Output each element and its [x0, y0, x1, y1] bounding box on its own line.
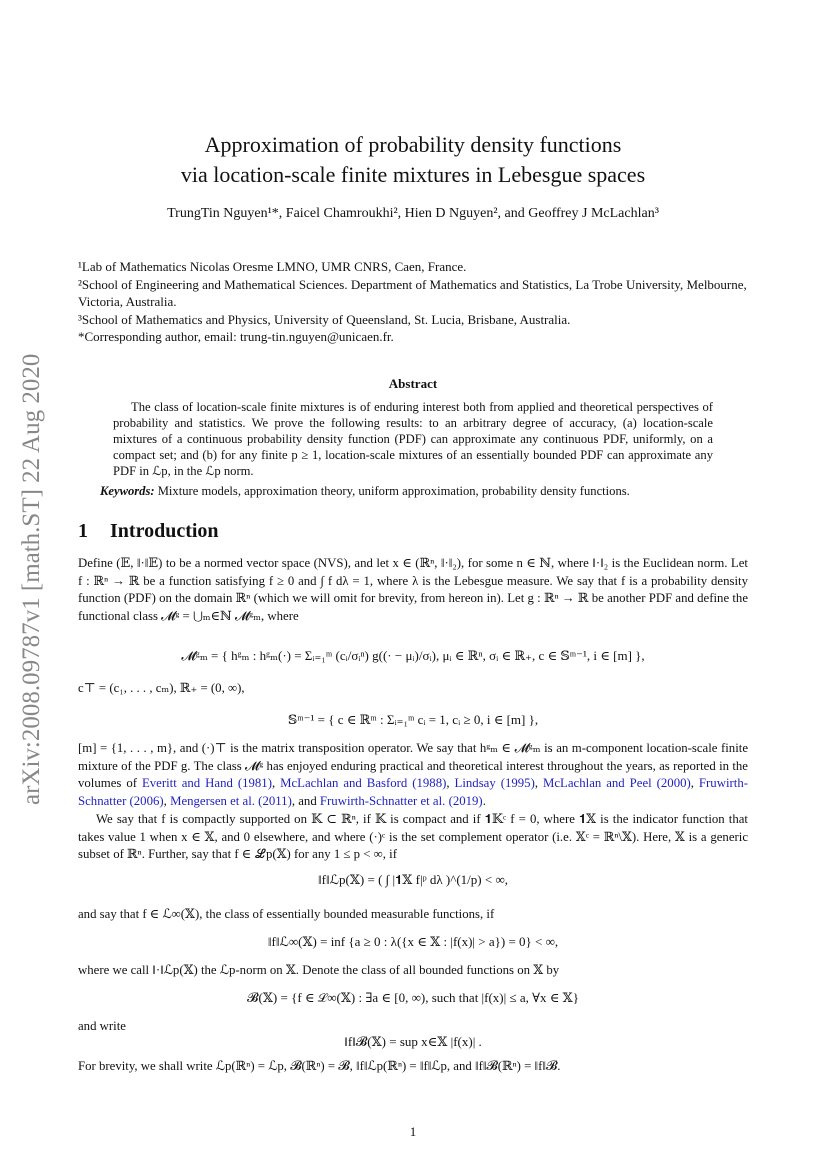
equation-lp-norm: ‖f‖ℒp(𝕏) = ( ∫ |𝟏𝕏 f|ᵖ dλ )^(1/p) < ∞, [318, 872, 508, 887]
paragraph-5: and say that f ∈ ℒ∞(𝕏), the class of essentially bounded measurable functions, if [78, 907, 495, 921]
paragraph-1: Define (𝔼, ‖·‖𝔼) to be a normed vector space (NVS), and let x ∈ (ℝⁿ, ‖·‖₂), for some n ∈ ℕ, where ‖·‖₂ is the Euclidean norm. Let f : ℝⁿ → ℝ be a function satisfying f ≥ 0 and ∫ f dλ = 1, where λ is the Lebesgue measure. We say that f is a probability density function (PDF) on the domain ℝⁿ (which we will omit for brevity, from hereon in). Let g : ℝⁿ → ℝ be another PDF and define the functional class 𝓜ᵍ = ⋃ₘ∈ℕ 𝓜ᵍₘ, where [78, 556, 748, 623]
paper-title [0, 130, 826, 190]
abstract-text: The class of location-scale finite mixtures is of enduring interest both from applied and theoretical perspectives of probability and statistics. We prove the following results: to an arbitrary degree of accuracy, (a) location-scale mixtures of a continuous probability density function (PDF) can approximate any continuous PDF, uniformly, on a compact set; and (b) for any finite p ≥ 1, location-scale mixtures of an essentially bounded PDF can approximate any PDF in ℒp, in the ℒp norm. [113, 400, 713, 478]
and-text: and [298, 793, 317, 808]
paragraph-7: and write [78, 1019, 126, 1033]
citation-link[interactable]: McLachlan and Peel (2000) [543, 776, 691, 791]
keywords-label: Keywords: [100, 484, 155, 498]
citation-link[interactable]: Fruwirth-Schnatter (2006) [78, 776, 748, 808]
citation-link[interactable]: Lindsay (1995) [454, 776, 535, 791]
citation-link[interactable]: Mengersen et al. (2011) [170, 793, 292, 808]
abstract-heading: Abstract [388, 376, 438, 391]
equation-simplex: 𝕊ᵐ⁻¹ = { c ∈ ℝᵐ : Σᵢ₌₁ᵐ cᵢ = 1, cᵢ ≥ 0, i ∈ [m] }, [287, 712, 539, 727]
affiliation-2: ²School of Engineering and Mathematical Sciences. Department of Mathematics and Statistics, La Trobe University, Melbourne, Victoria, Australia. [78, 276, 747, 309]
arxiv-stamp: arXiv:2008.09787v1 [math.ST] 22 Aug 2020 [18, 353, 45, 805]
keywords-text: Mixture models, approximation theory, uniform approximation, probability density functions. [157, 484, 630, 498]
equation-mixture-class: 𝓜ᵍₘ = { hᵍₘ : hᵍₘ(·) = Σᵢ₌₁ᵐ (cᵢ/σᵢⁿ) g((· − μᵢ)/σᵢ), μᵢ ∈ ℝⁿ, σᵢ ∈ ℝ₊, c ∈ 𝕊ᵐ⁻¹, i ∈ [m] }, [181, 648, 645, 663]
section-number: 1 [78, 520, 88, 542]
section-title: Introduction [110, 520, 219, 542]
section-heading [78, 520, 241, 543]
citation-link[interactable]: McLachlan and Basford (1988) [280, 776, 447, 791]
page-number: 1 [409, 1124, 417, 1139]
keywords [100, 484, 740, 499]
paragraph-6: where we call ‖·‖ℒp(𝕏) the ℒp-norm on 𝕏. Denote the class of all bounded functions on 𝕏 by [78, 963, 560, 977]
citation-link[interactable]: Fruwirth-Schnatter et al. (2019) [319, 793, 483, 808]
affiliations [78, 258, 750, 346]
title-line-1: Approximation of probability density functions [204, 132, 622, 157]
affiliation-3: ³School of Mathematics and Physics, University of Queensland, St. Lucia, Brisbane, Australia. [78, 311, 571, 327]
paragraph-3-text: [m] = {1, . . . , m}, and (·)⊤ is the matrix transposition operator. We say that hᵍₘ ∈ 𝓜ᵍₘ is an m-component location-scale finite mixture of the PDF g. The class 𝓜ᵍ has enjoyed enduring practical and theoretical interest throughout the years, as reported in the volumes of [78, 741, 748, 791]
equation-sup-norm: ‖f‖𝓑(𝕏) = sup x∈𝕏 |f(x)| . [344, 1034, 482, 1049]
corresponding-author: *Corresponding author, email: trung-tin.nguyen@unicaen.fr. [78, 329, 394, 344]
equation-bounded-class: 𝓑(𝕏) = {f ∈ ℒ∞(𝕏) : ∃a ∈ [0, ∞), such that |f(x)| ≤ a, ∀x ∈ 𝕏} [247, 990, 579, 1005]
equation-linf-norm: ‖f‖ℒ∞(𝕏) = inf {a ≥ 0 : λ({x ∈ 𝕏 : |f(x)| > a}) = 0} < ∞, [267, 934, 559, 949]
paragraph-2: c⊤ = (c₁, . . . , cₘ), ℝ₊ = (0, ∞), [78, 681, 245, 695]
title-line-2: via location-scale finite mixtures in Lebesgue spaces [180, 162, 646, 187]
paragraph-3: [m] = {1, . . . , m}, and (·)⊤ is the matrix transposition operator. We say that hᵍₘ ∈ 𝓜ᵍₘ is an m-component location-scale finite mixture of the PDF g. The class 𝓜ᵍ has enjoyed enduring practical and theoretical interest throughout the years, as reported in the volumes of Everitt and Hand (1981), McLachlan and Basford (1988), Lindsay (1995), McLachlan and Peel (2000), Fruwirth-Schnatter (2006), Mengersen et al. (2011), and Fruwirth-Schnatter et al. (2019). [78, 741, 748, 808]
authors: TrungTin Nguyen¹*, Faicel Chamroukhi², Hien D Nguyen², and Geoffrey J McLachlan³ [167, 206, 659, 221]
citation-link[interactable]: Everitt and Hand (1981) [141, 776, 272, 791]
affiliation-1: ¹Lab of Mathematics Nicolas Oresme LMNO, UMR CNRS, Caen, France. [78, 259, 467, 274]
paragraph-4: We say that f is compactly supported on 𝕂 ⊂ ℝⁿ, if 𝕂 is compact and if 𝟏𝕂ᶜ f = 0, where 𝟏𝕏 is the indicator function that takes value 1 when x ∈ 𝕏, and 0 elsewhere, and where (·)ᶜ is the set complement operator (i.e. 𝕏ᶜ = ℝⁿ\𝕏). Here, 𝕏 is a generic subset of ℝⁿ. Further, say that f ∈ ℒp(𝕏) for any 1 ≤ p < ∞, if [78, 812, 748, 862]
paragraph-8: For brevity, we shall write ℒp(ℝⁿ) = ℒp, 𝓑(ℝⁿ) = 𝓑, ‖f‖ℒp(ℝⁿ) = ‖f‖ℒp, and ‖f‖𝓑(ℝⁿ) = ‖f‖𝓑. [78, 1059, 561, 1073]
